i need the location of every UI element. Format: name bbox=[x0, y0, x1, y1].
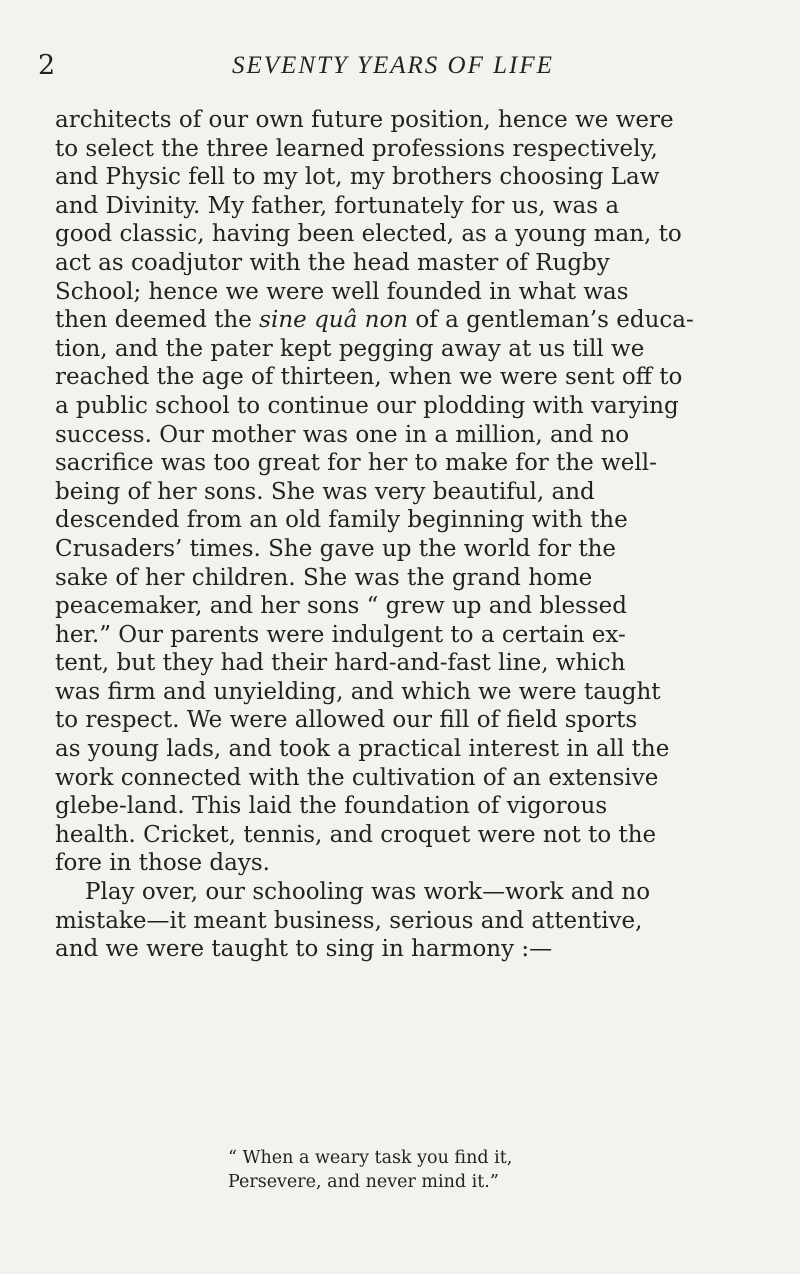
text-line: to respect. We were allowed our fill of field sports bbox=[55, 707, 638, 734]
text-line: fore in those days. bbox=[55, 850, 270, 877]
text-line: health. Cricket, tennis, and croquet were not to the bbox=[55, 821, 657, 848]
text-line: success. Our mother was one in a million, and no bbox=[55, 421, 630, 448]
text-line: tent, but they had their hard-and-fast line, which bbox=[55, 650, 626, 677]
text-line: being of her sons. She was very beautiful, and bbox=[55, 478, 595, 505]
text-line: to select the three learned professions respectively, bbox=[55, 135, 658, 162]
text-line: good classic, having been elected, as a young man, to bbox=[55, 221, 682, 248]
text-line: tion, and the pater kept pegging away at us till we bbox=[55, 335, 645, 362]
text-line: was firm and unyielding, and which we were taught bbox=[55, 678, 661, 705]
verse-quote bbox=[228, 1146, 512, 1194]
latin-phrase: sine quâ non bbox=[259, 307, 409, 334]
text-line: her.” Our parents were indulgent to a certain ex- bbox=[55, 621, 626, 648]
text-line: and we were taught to sing in harmony :— bbox=[55, 936, 553, 963]
text-line: a public school to continue our plodding with varying bbox=[55, 392, 679, 419]
page-number: 2 bbox=[38, 50, 56, 81]
text-line: reached the age of thirteen, when we were sent off to bbox=[55, 364, 683, 391]
text-line: peacemaker, and her sons “ grew up and blessed bbox=[55, 593, 628, 620]
text-line: School; hence we were well founded in what was bbox=[55, 278, 629, 305]
verse-line: “ When a weary task you find it, bbox=[228, 1148, 513, 1168]
verse-line: Persevere, and never mind it.” bbox=[228, 1172, 499, 1192]
text-segment: then deemed the bbox=[55, 307, 260, 334]
text-line: act as coadjutor with the head master of Rugby bbox=[55, 249, 610, 276]
text-line: and Divinity. My father, fortunately for us, was a bbox=[55, 192, 620, 219]
running-title: SEVENTY YEARS OF LIFE bbox=[232, 52, 554, 79]
text-line: glebe-land. This laid the foundation of vigorous bbox=[55, 793, 608, 820]
body-paragraphs bbox=[55, 106, 795, 964]
text-line bbox=[55, 306, 795, 335]
text-line: mistake—it meant business, serious and attentive, bbox=[55, 907, 643, 934]
text-line: Crusaders’ times. She gave up the world for the bbox=[55, 535, 617, 562]
text-line: architects of our own future position, hence we were bbox=[55, 107, 674, 133]
text-line: descended from an old family beginning with the bbox=[55, 507, 628, 534]
text-line: sacrifice was too great for her to make for the well- bbox=[55, 450, 657, 477]
text-line: work connected with the cultivation of an extensive bbox=[55, 764, 659, 791]
text-line: sake of her children. She was the grand home bbox=[55, 564, 593, 591]
text-line: as young lads, and took a practical interest in all the bbox=[55, 736, 670, 763]
text-line: and Physic fell to my lot, my brothers choosing Law bbox=[55, 164, 660, 191]
text-line: Play over, our schooling was work—work and no bbox=[85, 879, 651, 906]
text-segment: of a gentleman’s educa- bbox=[408, 307, 694, 334]
